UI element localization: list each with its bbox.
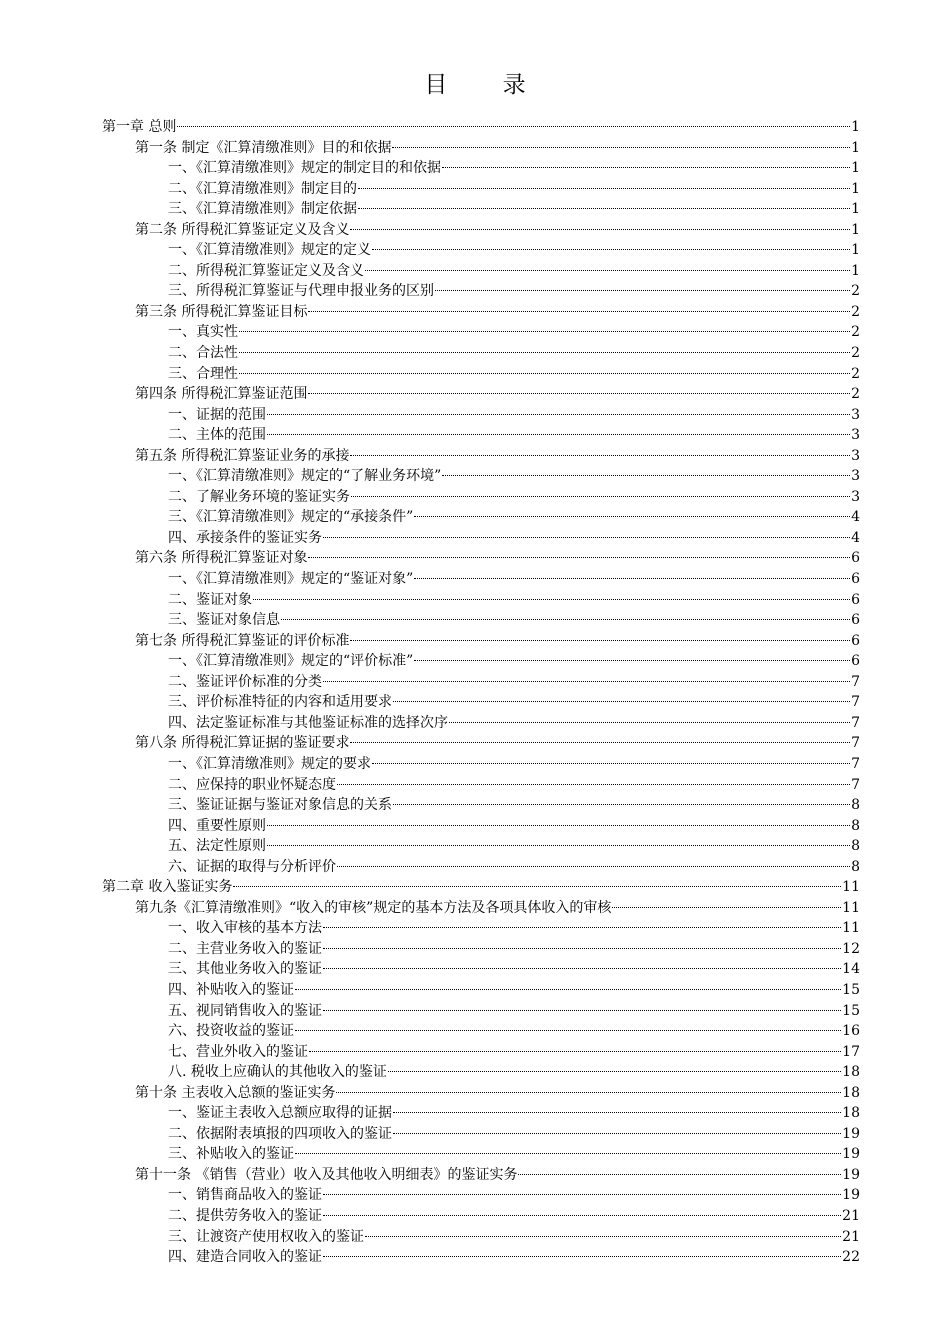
toc-entry-text: 三、让渡资产使用权收入的鉴证 [168, 1228, 364, 1245]
toc-entry[interactable] [102, 1165, 860, 1186]
toc-entry-text: 三、鉴证证据与鉴证对象信息的关系 [168, 797, 392, 814]
toc-entry[interactable] [102, 384, 860, 405]
toc-dot-leader [358, 208, 850, 209]
toc-dot-leader [281, 619, 850, 620]
toc-entry[interactable] [102, 939, 860, 960]
toc-entry-text: 一、证据的范围 [168, 406, 266, 423]
toc-entry-text: 七、营业外收入的鉴证 [168, 1043, 308, 1060]
toc-entry-text: 第八条 所得税汇算证据的鉴证要求 [135, 735, 350, 752]
toc-dot-leader [267, 845, 850, 846]
toc-entry-page-number: 3 [851, 406, 860, 423]
toc-entry-text: 第九条《汇算清缴准则》“收入的审核”规定的基本方法及各项具体收入的审核 [135, 899, 612, 916]
toc-dot-leader [392, 147, 850, 148]
toc-entry[interactable] [102, 1042, 860, 1063]
toc-entry[interactable] [102, 569, 860, 590]
toc-dot-leader [323, 681, 850, 682]
toc-entry[interactable] [102, 898, 860, 919]
toc-entry[interactable] [102, 631, 860, 652]
toc-entry-page-number: 2 [851, 386, 860, 403]
toc-dot-leader [239, 331, 850, 332]
toc-entry[interactable] [102, 1185, 860, 1206]
toc-entry[interactable] [102, 528, 860, 549]
toc-dot-leader [337, 784, 850, 785]
toc-dot-leader [414, 578, 850, 579]
toc-entry[interactable] [102, 980, 860, 1001]
toc-entry-text: 三、《汇算清缴准则》规定的“承接条件” [168, 509, 414, 526]
toc-entry-page-number: 11 [842, 920, 860, 937]
toc-entry[interactable] [102, 959, 860, 980]
toc-entry-page-number: 1 [851, 201, 860, 218]
toc-entry-text: 二、提供劳务收入的鉴证 [168, 1207, 322, 1224]
toc-entry-page-number: 18 [842, 1064, 860, 1081]
toc-entry-text: 第五条 所得税汇算鉴证业务的承接 [135, 447, 350, 464]
toc-entry-page-number: 21 [842, 1207, 860, 1224]
toc-entry-text: 四、法定鉴证标准与其他鉴证标准的选择次序 [168, 714, 448, 731]
toc-entry-text: 三、《汇算清缴准则》制定依据 [168, 201, 357, 218]
toc-dot-leader [233, 886, 841, 887]
toc-dot-leader [308, 393, 850, 394]
toc-entry[interactable] [102, 713, 860, 734]
toc-entry-page-number: 3 [851, 427, 860, 444]
toc-entry[interactable] [102, 1227, 860, 1248]
toc-dot-leader [350, 742, 850, 743]
toc-entry-text: 二、合法性 [168, 345, 238, 362]
toc-entry-text: 六、投资收益的鉴证 [168, 1023, 294, 1040]
toc-entry-text: 二、了解业务环境的鉴证实务 [168, 488, 350, 505]
toc-entry-page-number: 19 [842, 1187, 860, 1204]
toc-entry-text: 二、《汇算清缴准则》制定目的 [168, 180, 357, 197]
toc-dot-leader [358, 188, 850, 189]
toc-entry[interactable] [102, 138, 860, 159]
toc-dot-leader [267, 414, 850, 415]
toc-entry-page-number: 2 [851, 324, 860, 341]
toc-dot-leader [323, 1256, 841, 1257]
toc-entry-text: 二、应保持的职业怀疑态度 [168, 776, 336, 793]
toc-dot-leader [253, 599, 850, 600]
toc-dot-leader [267, 434, 850, 435]
toc-entry-page-number: 7 [851, 755, 860, 772]
toc-dot-leader [350, 455, 850, 456]
toc-entry-page-number: 1 [851, 221, 860, 238]
toc-entry-text: 二、所得税汇算鉴证定义及含义 [168, 262, 364, 279]
toc-entry-page-number: 19 [842, 1166, 860, 1183]
toc-dot-leader [309, 1051, 841, 1052]
toc-entry-page-number: 7 [851, 673, 860, 690]
toc-entry[interactable] [102, 1001, 860, 1022]
toc-entry-text: 二、鉴证对象 [168, 591, 252, 608]
toc-entry-text: 三、评价标准特征的内容和适用要求 [168, 694, 392, 711]
toc-dot-leader [295, 1030, 841, 1031]
toc-entry-text: 第七条 所得税汇算鉴证的评价标准 [135, 632, 350, 649]
toc-entry-text: 四、重要性原则 [168, 817, 266, 834]
toc-entry-text: 二、主体的范围 [168, 427, 266, 444]
toc-entry-text: 二、主营业务收入的鉴证 [168, 940, 322, 957]
toc-dot-leader [323, 948, 841, 949]
toc-entry[interactable] [102, 836, 860, 857]
toc-entry[interactable] [102, 1062, 860, 1083]
toc-entry-page-number: 3 [851, 488, 860, 505]
toc-entry-text: 四、补贴收入的鉴证 [168, 981, 294, 998]
toc-entry-text: 一、《汇算清缴准则》规定的“了解业务环境” [168, 468, 442, 485]
toc-entry[interactable] [102, 1103, 860, 1124]
toc-entry-text: 一、销售商品收入的鉴证 [168, 1187, 322, 1204]
toc-dot-leader [414, 660, 850, 661]
toc-entry-page-number: 11 [842, 899, 860, 916]
toc-entry-text: 三、鉴证对象信息 [168, 612, 280, 629]
toc-dot-leader [267, 825, 850, 826]
toc-entry[interactable] [102, 261, 860, 282]
toc-dot-leader [323, 968, 841, 969]
toc-entry-page-number: 1 [851, 242, 860, 259]
toc-entry-page-number: 14 [842, 961, 860, 978]
toc-entry[interactable] [102, 590, 860, 611]
toc-entry-text: 二、依据附表填报的四项收入的鉴证 [168, 1125, 392, 1142]
toc-entry-page-number: 7 [851, 735, 860, 752]
toc-entry[interactable] [102, 322, 860, 343]
toc-dot-leader [442, 167, 850, 168]
toc-entry-text: 三、合理性 [168, 365, 238, 382]
toc-entry-text: 第二条 所得税汇算鉴证定义及含义 [135, 221, 350, 238]
toc-entry-page-number: 2 [851, 345, 860, 362]
toc-dot-leader [393, 1133, 841, 1134]
toc-entry-text: 第四条 所得税汇算鉴证范围 [135, 386, 308, 403]
toc-entry-page-number: 3 [851, 447, 860, 464]
toc-entry[interactable] [102, 487, 860, 508]
toc-dot-leader [295, 989, 841, 990]
toc-entry[interactable] [102, 877, 860, 898]
toc-entry[interactable] [102, 466, 860, 487]
toc-entry[interactable] [102, 281, 860, 302]
toc-entry-page-number: 1 [851, 119, 860, 135]
toc-entry-page-number: 6 [851, 653, 860, 670]
toc-entry-text: 四、承接条件的鉴证实务 [168, 529, 322, 546]
toc-entry[interactable] [102, 733, 860, 754]
toc-entry-text: 三、其他业务收入的鉴证 [168, 961, 322, 978]
toc-entry-page-number: 1 [851, 139, 860, 156]
toc-entry[interactable] [102, 1247, 860, 1268]
toc-dot-leader [337, 866, 850, 867]
toc-entry-page-number: 7 [851, 714, 860, 731]
toc-entry-text: 一、真实性 [168, 324, 238, 341]
toc-entry-text: 第十一条 《销售（营业）收入及其他收入明细表》的鉴证实务 [135, 1166, 518, 1183]
toc-entry[interactable] [102, 179, 860, 200]
toc-dot-leader [449, 722, 850, 723]
toc-entry[interactable] [102, 158, 860, 179]
toc-entry-text: 第三条 所得税汇算鉴证目标 [135, 303, 308, 320]
toc-dot-leader [239, 352, 850, 353]
toc-entry-text: 第一章 总则 [102, 119, 177, 135]
toc-dot-leader [239, 373, 850, 374]
toc-entry-page-number: 2 [851, 283, 860, 300]
toc-entry-text: 一、《汇算清缴准则》规定的“鉴证对象” [168, 571, 414, 588]
toc-dot-leader [295, 1153, 841, 1154]
toc-entry-text: 第十条 主表收入总额的鉴证实务 [135, 1084, 336, 1101]
toc-dot-leader [177, 126, 850, 127]
toc-entry[interactable] [102, 1124, 860, 1145]
toc-dot-leader [308, 311, 850, 312]
toc-entry[interactable] [102, 220, 860, 241]
toc-entry[interactable] [102, 692, 860, 713]
toc-dot-leader [351, 496, 850, 497]
toc-entry-page-number: 19 [842, 1146, 860, 1163]
toc-entry-text: 一、《汇算清缴准则》规定的定义 [168, 242, 371, 259]
toc-entry-text: 一、《汇算清缴准则》规定的要求 [168, 755, 371, 772]
toc-entry-text: 第二章 收入鉴证实务 [102, 879, 233, 896]
toc-entry-page-number: 1 [851, 262, 860, 279]
toc-entry-text: 三、所得税汇算鉴证与代理申报业务的区别 [168, 283, 434, 300]
toc-entry-page-number: 6 [851, 612, 860, 629]
toc-entry-text: 二、鉴证评价标准的分类 [168, 673, 322, 690]
toc-entry[interactable] [102, 1206, 860, 1227]
toc-dot-leader [518, 1174, 841, 1175]
toc-entry[interactable] [102, 240, 860, 261]
toc-entry-text: 六、证据的取得与分析评价 [168, 858, 336, 875]
toc-entry-page-number: 4 [851, 529, 860, 546]
toc-entry[interactable] [102, 364, 860, 385]
toc-entry-text: 第六条 所得税汇算鉴证对象 [135, 550, 308, 567]
toc-dot-leader [372, 763, 850, 764]
toc-dot-leader [308, 557, 850, 558]
toc-entry-page-number: 8 [851, 858, 860, 875]
toc-dot-leader [393, 804, 850, 805]
toc-entry-page-number: 16 [842, 1023, 860, 1040]
toc-entry[interactable] [102, 507, 860, 528]
toc-entry-page-number: 11 [842, 879, 860, 896]
toc-entry[interactable] [102, 343, 860, 364]
toc-entry-page-number: 19 [842, 1125, 860, 1142]
toc-entry[interactable] [102, 1021, 860, 1042]
toc-entry[interactable] [102, 117, 860, 138]
toc-entry[interactable] [102, 302, 860, 323]
toc-entry-page-number: 21 [842, 1228, 860, 1245]
toc-dot-leader [323, 537, 850, 538]
toc-entry-page-number: 6 [851, 571, 860, 588]
toc-entry-page-number: 8 [851, 817, 860, 834]
toc-entry[interactable] [102, 446, 860, 467]
toc-title: 目 录 [424, 72, 550, 98]
table-of-contents [102, 117, 860, 1268]
toc-entry-text: 第一条 制定《汇算清缴准则》目的和依据 [135, 139, 392, 156]
toc-entry-page-number: 3 [851, 468, 860, 485]
toc-dot-leader [393, 1112, 841, 1113]
toc-entry-page-number: 7 [851, 694, 860, 711]
toc-dot-leader [435, 290, 850, 291]
toc-dot-leader [323, 1215, 841, 1216]
toc-entry[interactable] [102, 857, 860, 878]
toc-entry[interactable] [102, 651, 860, 672]
toc-entry-text: 三、补贴收入的鉴证 [168, 1146, 294, 1163]
toc-dot-leader [323, 1010, 841, 1011]
toc-entry-text: 一、收入审核的基本方法 [168, 920, 322, 937]
toc-entry[interactable] [102, 1083, 860, 1104]
toc-entry-text: 五、视同销售收入的鉴证 [168, 1002, 322, 1019]
toc-entry-page-number: 7 [851, 776, 860, 793]
toc-dot-leader [365, 270, 850, 271]
toc-entry-page-number: 15 [842, 981, 860, 998]
toc-entry-text: 五、法定性原则 [168, 838, 266, 855]
toc-entry[interactable] [102, 918, 860, 939]
toc-entry-page-number: 1 [851, 180, 860, 197]
toc-dot-leader [350, 640, 850, 641]
toc-dot-leader [393, 701, 850, 702]
toc-dot-leader [442, 475, 850, 476]
toc-entry-text: 一、《汇算清缴准则》规定的“评价标准” [168, 653, 414, 670]
toc-entry-page-number: 17 [842, 1043, 860, 1060]
toc-dot-leader [350, 229, 850, 230]
toc-entry-page-number: 6 [851, 591, 860, 608]
toc-entry[interactable] [102, 754, 860, 775]
toc-entry-page-number: 2 [851, 303, 860, 320]
toc-entry[interactable] [102, 795, 860, 816]
toc-dot-leader [388, 1071, 841, 1072]
toc-entry-page-number: 18 [842, 1105, 860, 1122]
toc-dot-leader [323, 927, 841, 928]
toc-entry-page-number: 22 [842, 1249, 860, 1266]
toc-entry-page-number: 6 [851, 632, 860, 649]
toc-dot-leader [414, 516, 850, 517]
toc-dot-leader [336, 1092, 841, 1093]
toc-entry-page-number: 8 [851, 797, 860, 814]
toc-dot-leader [323, 1194, 841, 1195]
toc-entry-text: 一、鉴证主表收入总额应取得的证据 [168, 1105, 392, 1122]
toc-entry-text: 四、建造合同收入的鉴证 [168, 1249, 322, 1266]
toc-entry[interactable] [102, 610, 860, 631]
toc-entry-page-number: 4 [851, 509, 860, 526]
toc-entry[interactable] [102, 1144, 860, 1165]
toc-entry[interactable] [102, 672, 860, 693]
toc-entry-page-number: 8 [851, 838, 860, 855]
toc-entry-page-number: 18 [842, 1084, 860, 1101]
toc-dot-leader [365, 1236, 841, 1237]
toc-entry[interactable] [102, 816, 860, 837]
toc-entry-page-number: 15 [842, 1002, 860, 1019]
toc-entry[interactable] [102, 775, 860, 796]
toc-entry-page-number: 1 [851, 160, 860, 177]
toc-entry[interactable] [102, 548, 860, 569]
toc-entry-page-number: 2 [851, 365, 860, 382]
toc-entry[interactable] [102, 199, 860, 220]
toc-entry[interactable] [102, 405, 860, 426]
toc-entry[interactable] [102, 425, 860, 446]
toc-entry-text: 一、《汇算清缴准则》规定的制定目的和依据 [168, 160, 441, 177]
toc-dot-leader [372, 249, 850, 250]
toc-entry-page-number: 12 [842, 940, 860, 957]
toc-dot-leader [612, 907, 841, 908]
toc-entry-page-number: 6 [851, 550, 860, 567]
toc-entry-text: 八. 税收上应确认的其他收入的鉴证 [168, 1064, 387, 1081]
